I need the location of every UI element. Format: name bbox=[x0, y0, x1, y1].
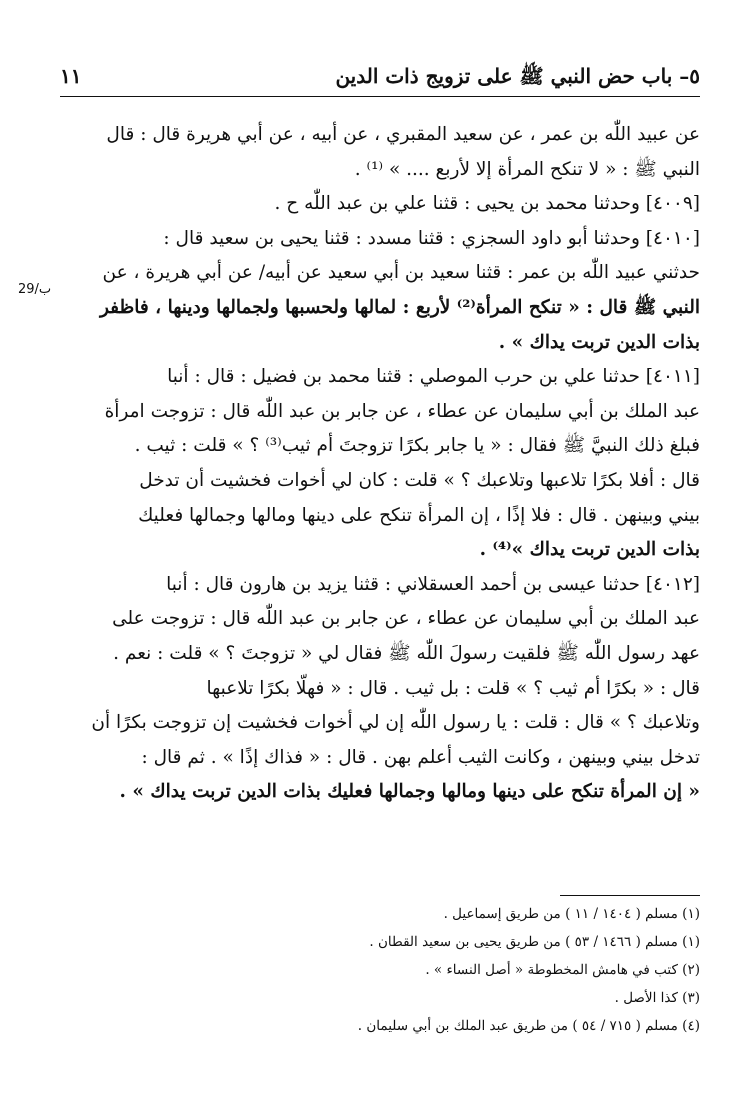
hadith-4009: [٤٠٠٩] وحدثنا محمد بن يحيى : قثنا علي بن عبد اللّٰه ح . bbox=[274, 193, 700, 215]
footnotes bbox=[60, 900, 700, 1040]
text-line: قال : « بكرًا أم ثيب ؟ » قلت : بل ثيب . قال : « فهلّا بكرًا تلاعبها bbox=[206, 677, 700, 699]
text-line: فبلغ ذلك النبيَّ ﷺ فقال : « يا جابر بكرًا تزوجتَ أم ثيب⁽³⁾ ؟ » قلت : ثيب . bbox=[134, 435, 700, 457]
text-line: بيني وبينهن . قال : فلا إذًا ، إن المرأة تنكح على دينها ومالها وجمالها فعليك bbox=[138, 504, 700, 526]
text-line: النبي ﷺ قال : « تنكح المرأة⁽²⁾ لأربع : لمالها ولحسبها ولجمالها ودينها ، فاظفر bbox=[99, 296, 700, 318]
hadith-4012: [٤٠١٢] حدثنا عيسى بن أحمد العسقلاني : قثنا يزيد بن هارون قال : أنبا bbox=[166, 573, 700, 595]
text-line: عبد الملك بن أبي سليمان عن عطاء ، عن جابر بن عبد اللّٰه قال : تزوجت امرأة bbox=[104, 400, 700, 422]
text-line: بذات الدين تربت يداك » . bbox=[498, 331, 700, 353]
header-rule bbox=[60, 96, 700, 97]
hadith-4011: [٤٠١١] حدثنا علي بن حرب الموصلي : قثنا محمد بن فضيل : قال : أنبا bbox=[167, 366, 700, 388]
text-line: « إن المرأة تنكح على دينها ومالها وجمالها فعليك بذات الدين تربت يداك » . bbox=[119, 781, 700, 803]
running-header bbox=[60, 60, 700, 100]
text-line: بذات الدين تربت يداك »⁽⁴⁾ . bbox=[479, 539, 700, 561]
text-line: عبد الملك بن أبي سليمان عن عطاء ، عن جابر بن عبد اللّٰه قال : تزوجت على bbox=[112, 608, 700, 630]
footnote: (٣) كذا الأصل . bbox=[614, 990, 700, 1006]
text-line: وتلاعبك ؟ » قال : قلت : يا رسول اللّٰه إن لي أخوات فخشيت إن تزوجت بكرًا أن bbox=[91, 712, 700, 734]
text-line: عهد رسول اللّٰه ﷺ فلقيت رسولَ اللّٰه ﷺ فقال لي « تزوجتَ ؟ » قلت : نعم . bbox=[113, 642, 700, 664]
footnote: (٢) كتب في هامش المخطوطة « أصل النساء » . bbox=[425, 962, 700, 978]
page-number: ١١ bbox=[60, 64, 82, 88]
text-line: قال : أفلا بكرًا تلاعبها وتلاعبك ؟ » قلت : كان لي أخوات فخشيت أن تدخل bbox=[139, 469, 700, 491]
text-line: تدخل بيني وبينهن ، وكانت الثيب أعلم بهن . قال : « فذاك إذًا » . ثم قال : bbox=[141, 746, 700, 768]
footnote: (١) مسلم ( ١٤٠٤ / ١١ ) من طريق إسماعيل . bbox=[443, 906, 700, 922]
chapter-title: ٥– باب حض النبي ﷺ على تزويج ذات الدين bbox=[335, 64, 700, 88]
hadith-4010: [٤٠١٠] وحدثنا أبو داود السجزي : قثنا مسدد : قثنا يحيى بن سعيد قال : bbox=[163, 227, 700, 249]
manuscript-folio-note: 29/ب bbox=[18, 282, 52, 297]
text-line: حدثني عبيد اللّٰه بن عمر : قثنا سعيد بن أبي سعيد عن أبيه/ عن أبي هريرة ، عن bbox=[102, 262, 700, 284]
text-line: عن عبيد اللّٰه بن عمر ، عن سعيد المقبري ، عن أبيه ، عن أبي هريرة قال : قال bbox=[106, 124, 700, 145]
footnote: (١) مسلم ( ١٤٦٦ / ٥٣ ) من طريق يحيى بن سعيد القطان . bbox=[369, 934, 700, 950]
text-line: النبي ﷺ : « لا تنكح المرأة إلا لأربع .... » ⁽¹⁾ . bbox=[354, 158, 700, 180]
footnote: (٤) مسلم ( ٧١٥ / ٥٤ ) من طريق عبد الملك بن أبي سليمان . bbox=[357, 1018, 700, 1034]
main-text bbox=[60, 118, 700, 810]
footnote-separator bbox=[560, 895, 700, 896]
